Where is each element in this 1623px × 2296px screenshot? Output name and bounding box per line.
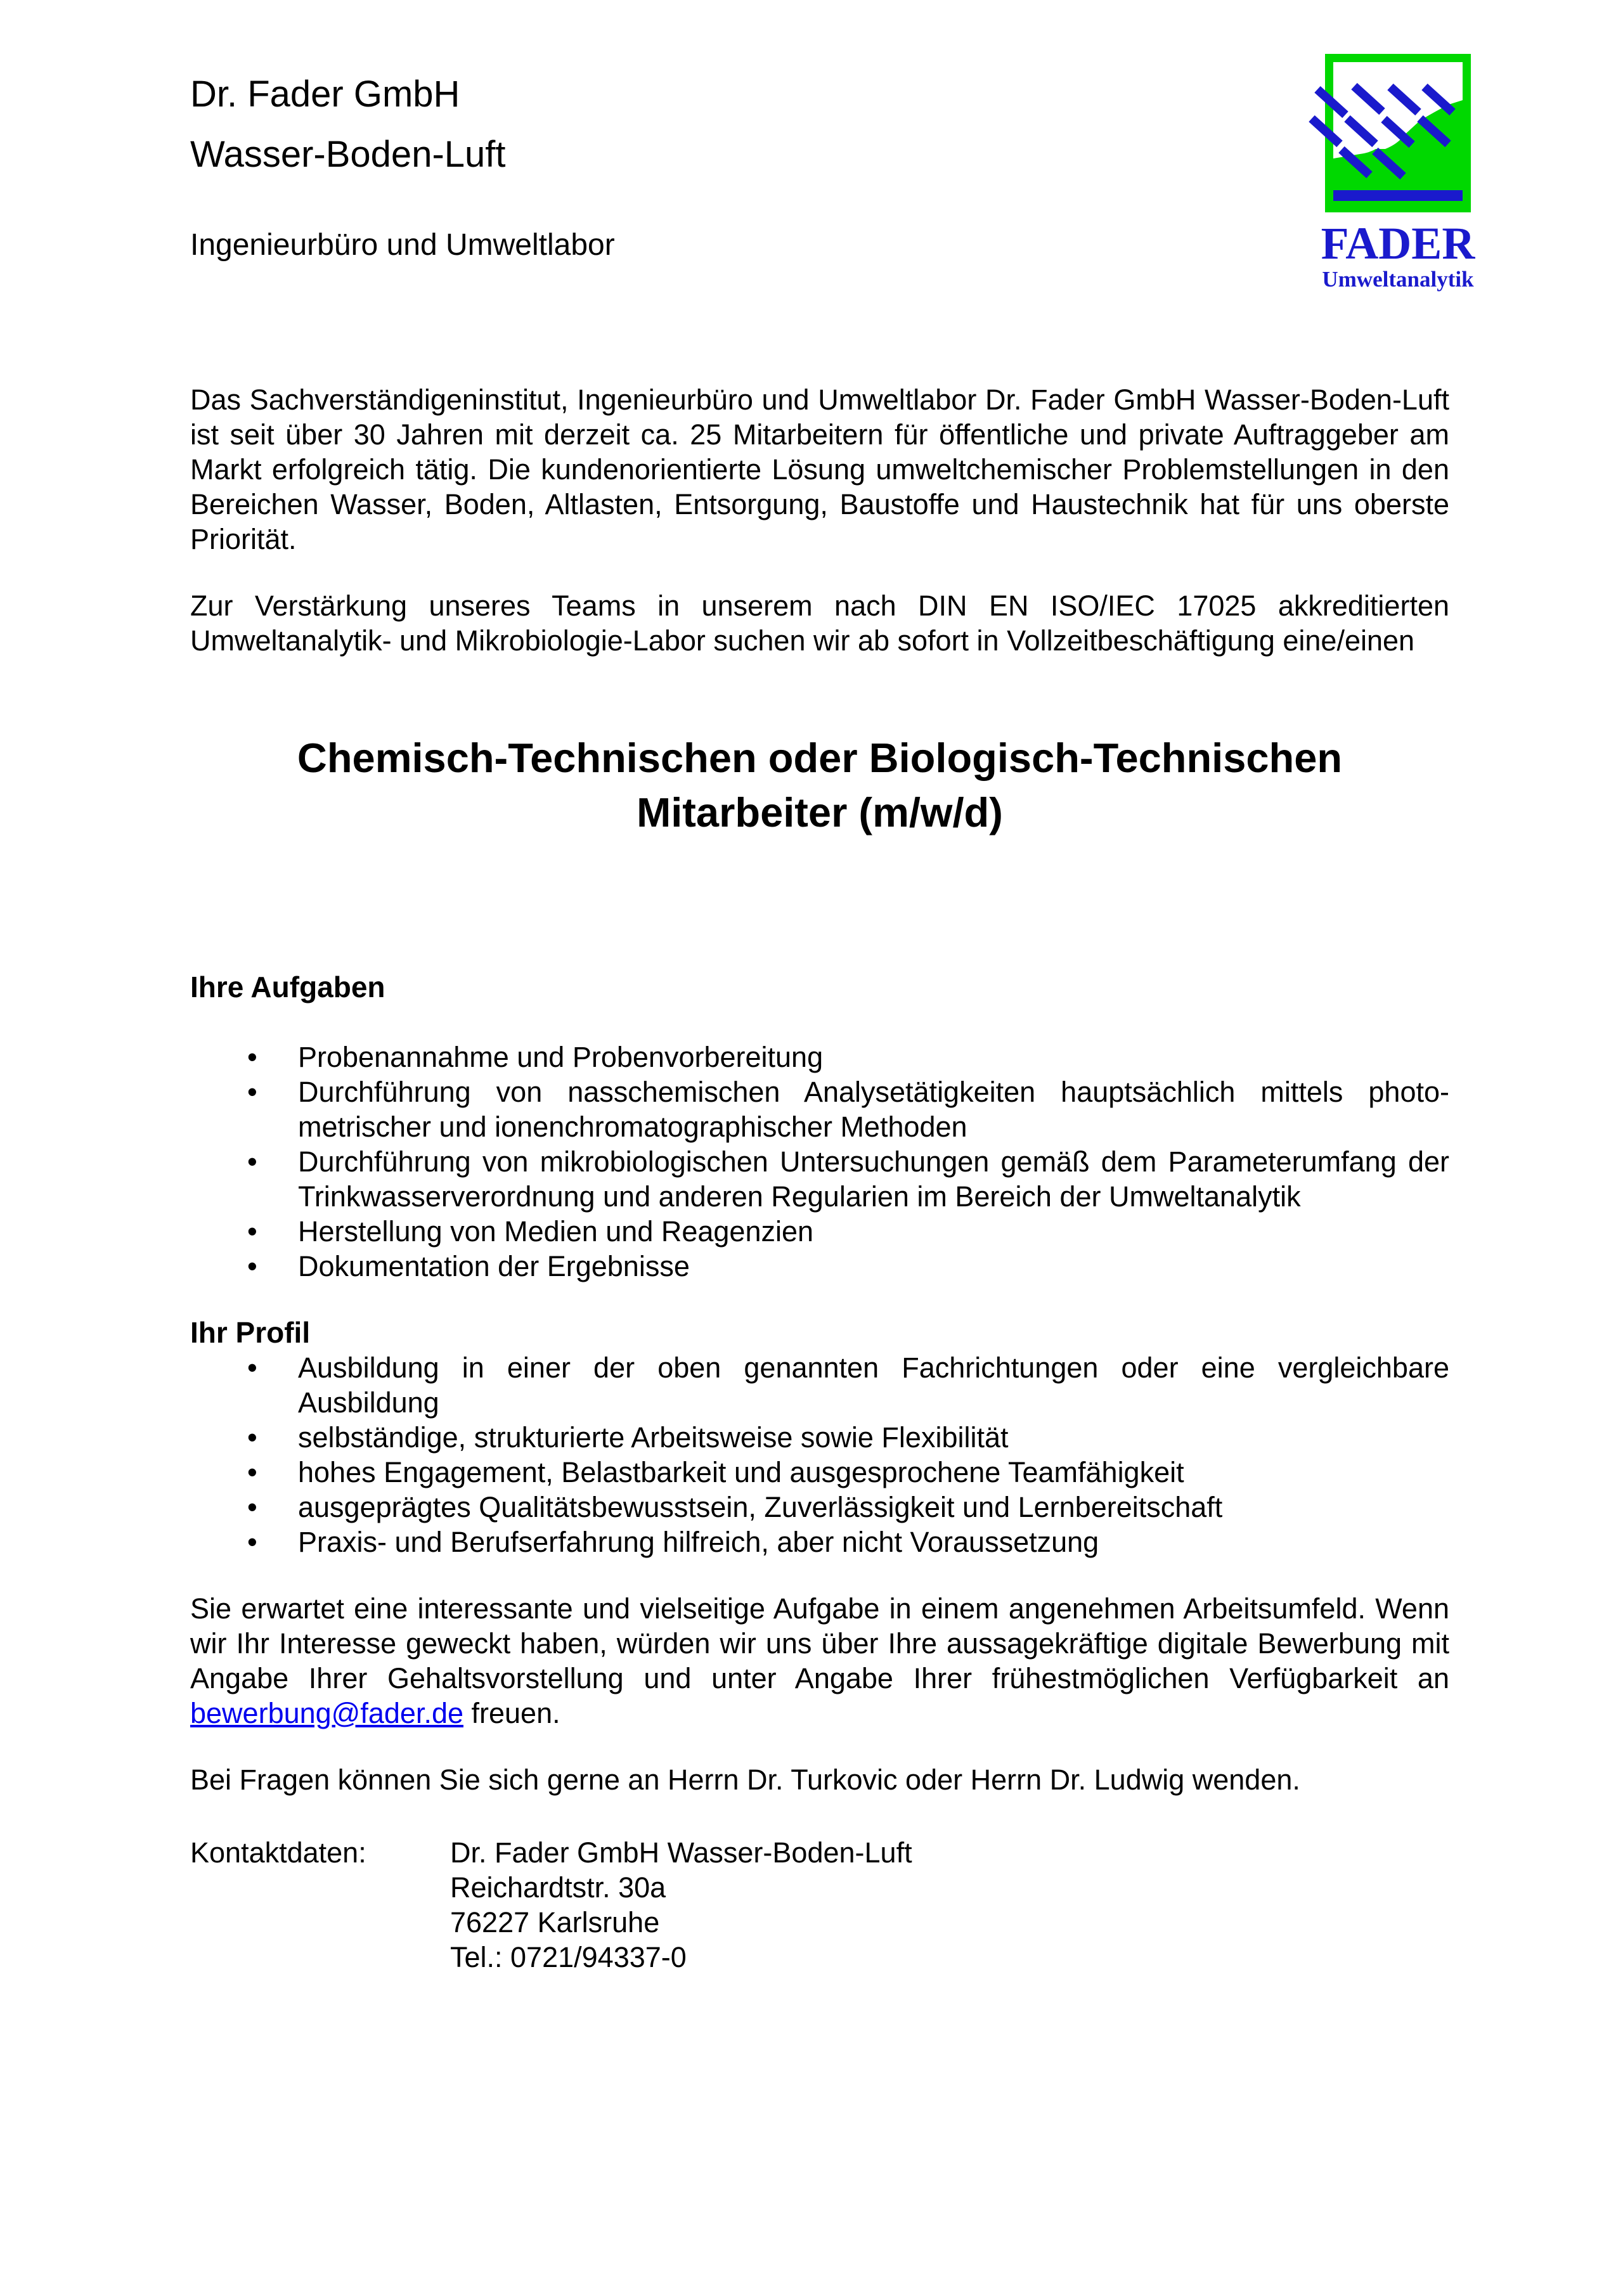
task-item: • Durchführung von nasschemischen Analysetätigkeiten hauptsächlich mittels photo-metrischer und ionenchromatographischer Methoden xyxy=(190,1074,1449,1144)
section-heading-profile: Ihr Profil xyxy=(190,1316,311,1349)
logo-rain-hill-icon xyxy=(1300,54,1471,212)
task-item: • Durchführung von mikrobiologischen Untersuchungen gemäß dem Parameterumfang der Trinkwasserverordnung und anderen Regularien im Bereich der Umweltanalytik xyxy=(190,1144,1449,1214)
contact-line: Tel.: 0721/94337-0 xyxy=(450,1941,687,1973)
logo-text xyxy=(1321,212,1475,292)
fader-logo xyxy=(1300,54,1475,292)
contact-label: Kontaktdaten: xyxy=(190,1836,366,1869)
intro-paragraph-1: Das Sachverständigeninstitut, Ingenieurbüro und Umweltlabor Dr. Fader GmbH Wasser-Boden-Luft ist seit über 30 Jahren mit derzeit ca. 25 Mitarbeitern für öffentliche und private Auftraggeber am Markt erfolgreich tätig. Die kundenorientierte Lösung umweltchemischer Problemstellungen in den Bereichen Wasser, Boden, Altlasten, Entsorgung, Baustoffe und Haustechnik hat für uns oberste Priorität. xyxy=(190,384,1449,555)
contact-lines xyxy=(450,1835,912,1975)
task-item: • Dokumentation der Ergebnisse xyxy=(190,1249,1449,1284)
letterhead xyxy=(190,0,1475,292)
closing-text-before-link: Sie erwartet eine interessante und vielseitige Aufgabe in einem angenehmen Arbeitsumfeld. Wenn wir Ihr Interesse geweckt haben, würden wir uns über Ihre aussagekräftige digitale Bewerbung mit Angabe Ihrer Gehaltsvorstellung und unter Angabe Ihrer frühestmöglichen Verfügbarkeit an xyxy=(190,1592,1449,1694)
logo-wordmark: FADER xyxy=(1321,218,1475,269)
profile-item: • Praxis- und Berufserfahrung hilfreich, aber nicht Voraussetzung xyxy=(190,1525,1449,1559)
contact-line: 76227 Karlsruhe xyxy=(450,1906,660,1938)
profile-item: • ausgeprägtes Qualitätsbewusstsein, Zuverlässigkeit und Lernbereitschaft xyxy=(190,1490,1449,1525)
logo-tagline: Umweltanalytik xyxy=(1322,267,1474,292)
profile-item: • Ausbildung in einer der oben genannten Fachrichtungen oder eine vergleichbare Ausbildung xyxy=(190,1350,1449,1420)
job-title-line: Mitarbeiter (m/w/d) xyxy=(637,789,1003,835)
company-name xyxy=(190,75,1449,174)
section-heading-tasks: Ihre Aufgaben xyxy=(190,971,385,1003)
closing-paragraph xyxy=(190,1591,1449,1731)
profile-list xyxy=(190,1350,1449,1559)
job-title-line: Chemisch-Technischen oder Biologisch-Technischen xyxy=(297,735,1343,781)
company-subtitle: Ingenieurbüro und Umweltlabor xyxy=(190,228,615,262)
contact-line: Reichardtstr. 30a xyxy=(450,1871,666,1904)
profile-item: • hohes Engagement, Belastbarkeit und ausgesprochene Teamfähigkeit xyxy=(190,1455,1449,1490)
tasks-list xyxy=(190,1040,1449,1284)
closing-text-after-link: freuen. xyxy=(463,1697,560,1729)
application-email-link[interactable]: bewerbung@fader.de xyxy=(190,1697,463,1729)
profile-item: • selbständige, strukturierte Arbeitsweise sowie Flexibilität xyxy=(190,1420,1449,1455)
task-item: • Herstellung von Medien und Reagenzien xyxy=(190,1214,1449,1249)
company-name-line1: Dr. Fader GmbH xyxy=(190,74,460,115)
job-title xyxy=(190,731,1449,840)
contact-note-paragraph: Bei Fragen können Sie sich gerne an Herrn Dr. Turkovic oder Herrn Dr. Ludwig wenden. xyxy=(190,1764,1300,1796)
task-item: • Probenannahme und Probenvorbereitung xyxy=(190,1040,1449,1074)
contact-line: Dr. Fader GmbH Wasser-Boden-Luft xyxy=(450,1836,912,1869)
company-name-line2: Wasser-Boden-Luft xyxy=(190,134,506,175)
contact-block xyxy=(190,1835,1449,1975)
intro-paragraph-2: Zur Verstärkung unseres Teams in unserem nach DIN EN ISO/IEC 17025 akkreditierten Umweltanalytik- und Mikrobiologie-Labor suchen wir ab sofort in Vollzeitbeschäftigung eine/einen xyxy=(190,590,1449,657)
